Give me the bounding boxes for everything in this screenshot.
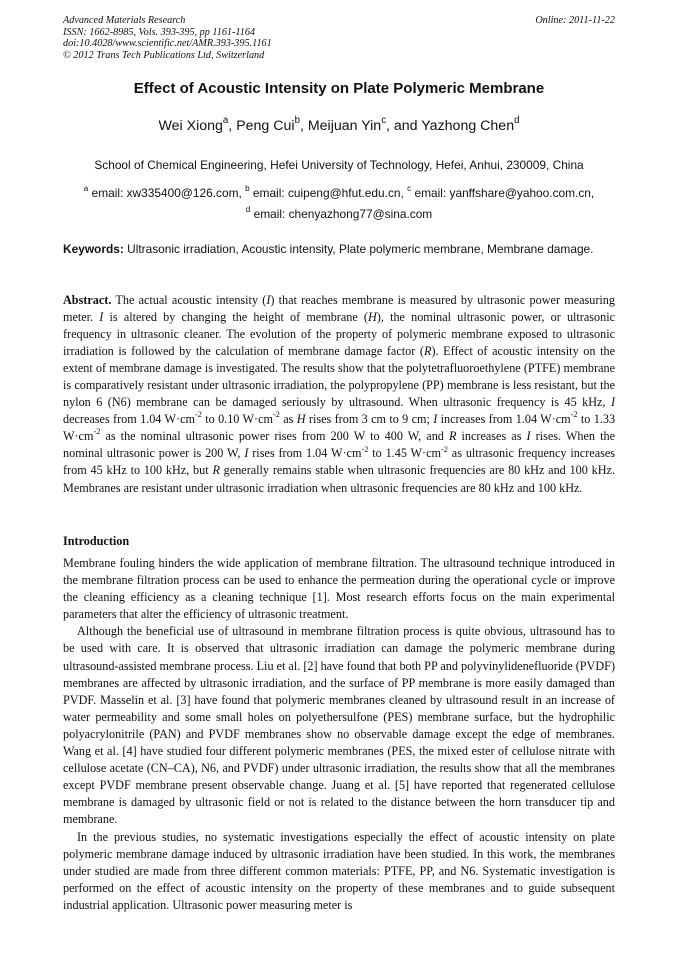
author-mark: a [222, 115, 229, 127]
paragraph: Membrane fouling hinders the wide application of membrane filtration. The ultrasound technique introduced in the membrane filtration process can be used to enhance the permeation during the operational cycle or improve the cleaning efficiency as a cleaning technique [1]. Most research efforts focus on the main experimental parameters that alter the efficiency of ultrasonic treatment. [63, 556, 615, 622]
paper-title: Effect of Acoustic Intensity on Plate Polymeric Membrane [133, 80, 545, 97]
keywords-label: Keywords: [63, 242, 124, 256]
email-line: $^d$ email: chenyazhong77@sina.com [245, 205, 433, 221]
author-name: Wei Xiong [158, 118, 223, 134]
email-link[interactable]: email: chenyazhong77@sina.com [253, 207, 433, 221]
paragraph: Although the beneficial use of ultrasound in membrane filtration process is quite obvious, ultrasound has to be used with care. It is observed that ultrasonic irradiation can damage the polymeric membrane during ultrasound-assisted membrane process. Liu et al. [2] have found that both PP and polyvinylidenefluoride (PVDF) membranes are affected by ultrasonic irradiation, and the surface of PP membrane is more easily damaged than PVDF. Masselin et al. [3] have found that polymeric membranes cleaned by ultrasound result in an increase of water permeability and some small holes on polyethersulfone (PES) membrane surface, but the hydrophilic polyacrylonitrile (PAN) and PVDF membranes show no observable damage except the edge of membranes. Wang et al. [4] have studied four different polymeric membranes (PES, the mixed ester of cellulose nitrate with cellulose acetate (CN–CA), N6, and PVDF) under ultrasonic irradiation, the results show that all the membranes except PVDF membrane present observable change. Juang et al. [5] have reported that regenerated cellulose membrane is damaged by ultrasonic field or not is related to the distance between the horn transducer tip and membrane. [63, 624, 615, 827]
online-date: Online: 2011-11-22 [535, 15, 615, 26]
abstract: Abstract. The actual acoustic intensity (I) that reaches membrane is measured by ultrasonic power measuring meter. I is altered by changing the height of membrane (H), the nominal ultrasonic power, or ultrasonic frequency in ultrasonic cleaner. The evolution of the property of polymeric membrane exposed to ultrasonic irradiation is followed by the calculation of membrane damage factor (R). Effect of acoustic intensity on the extent of membrane damage is investigated. The results show that the polytetrafluoroethylene (PTFE) membrane is comparatively resistant under ultrasonic irradiation, the polypropylene (PP) membrane is less resistant, but the nylon 6 (N6) membrane can be damaged seriously by ultrasound. When ultrasonic frequency is 45 kHz, I decreases from 1.04 $W\cdot cm^{-2}$ to 0.10 $W\cdot cm^{-2}$ as H rises from 3 cm to 9 cm; I increases from 1.04 $W\cdot cm^{-2}$ to 1.33 $W\cdot cm^{-2}$ as the nominal ultrasonic power rises from 200 W to 400 W, and R increases as I rises. When the nominal ultrasonic power is 200 W, I rises from 1.04 $W\cdot cm^{-2}$ to 1.45 $W\cdot cm^{-2}$ as ultrasonic frequency increases from 45 kHz to 100 kHz, but R generally remains stable when ultrasonic frequencies are 80 kHz and 100 kHz. Membranes are resistant under ultrasonic irradiation when ultrasonic frequencies are 80 kHz and 100 kHz. [63, 293, 616, 495]
introduction-body [63, 555, 615, 914]
journal-copyright: © 2012 Trans Tech Publications Ltd, Switzerland [63, 49, 265, 61]
email-line: $^a$ email: xw335400@126.com, $^b$ email: cuipeng@hfut.edu.cn, $^c$ email: yanffshare@yahoo.com.cn, [83, 184, 595, 200]
author-list: Wei Xiong$^a$, Peng Cui$^b$, Meijuan Yin$^c$, and Yazhong Chen$^d$ [158, 115, 520, 134]
email-link[interactable]: email: xw335400@126.com, [91, 186, 246, 200]
author-mark: b [294, 115, 300, 127]
journal-issn: ISSN: 1662-8985, Vols. 393-395, pp 1161-1164 [63, 26, 256, 38]
author-name: Meijuan Yin [307, 118, 382, 134]
journal-header [63, 15, 272, 61]
author-mark: c [381, 115, 387, 127]
author-mark: d [514, 115, 520, 127]
keywords-text: Ultrasonic irradiation, Acoustic intensity, Plate polymeric membrane, Membrane damage. [127, 242, 594, 256]
affiliation: School of Chemical Engineering, Hefei University of Technology, Hefei, Anhui, 230009, China [94, 158, 584, 172]
author-name: Peng Cui [236, 118, 295, 134]
paragraph: In the previous studies, no systematic investigations especially the effect of acoustic intensity on plate polymeric membrane damage induced by ultrasonic irradiation have been studied. In this work, the membranes under studied are made from three different common materials: PTFE, PP, and N6. Systematic investigation is performed on the effect of acoustic intensity on the property of these membranes and to guide subsequent industrial application. Ultrasonic power measuring meter is [63, 829, 615, 912]
journal-name: Advanced Materials Research [63, 15, 186, 26]
keywords [63, 241, 615, 258]
email-list [63, 183, 615, 225]
journal-doi: doi:10.4028/www.scientific.net/AMR.393-395.1161 [63, 38, 272, 50]
abstract-label: Abstract. [63, 293, 112, 307]
email-link[interactable]: email: yanffshare@yahoo.com.cn, [414, 186, 595, 200]
author-name: Yazhong Chen [421, 118, 515, 134]
email-link[interactable]: email: cuipeng@hfut.edu.cn, [252, 186, 408, 200]
section-heading: Introduction [63, 534, 130, 548]
